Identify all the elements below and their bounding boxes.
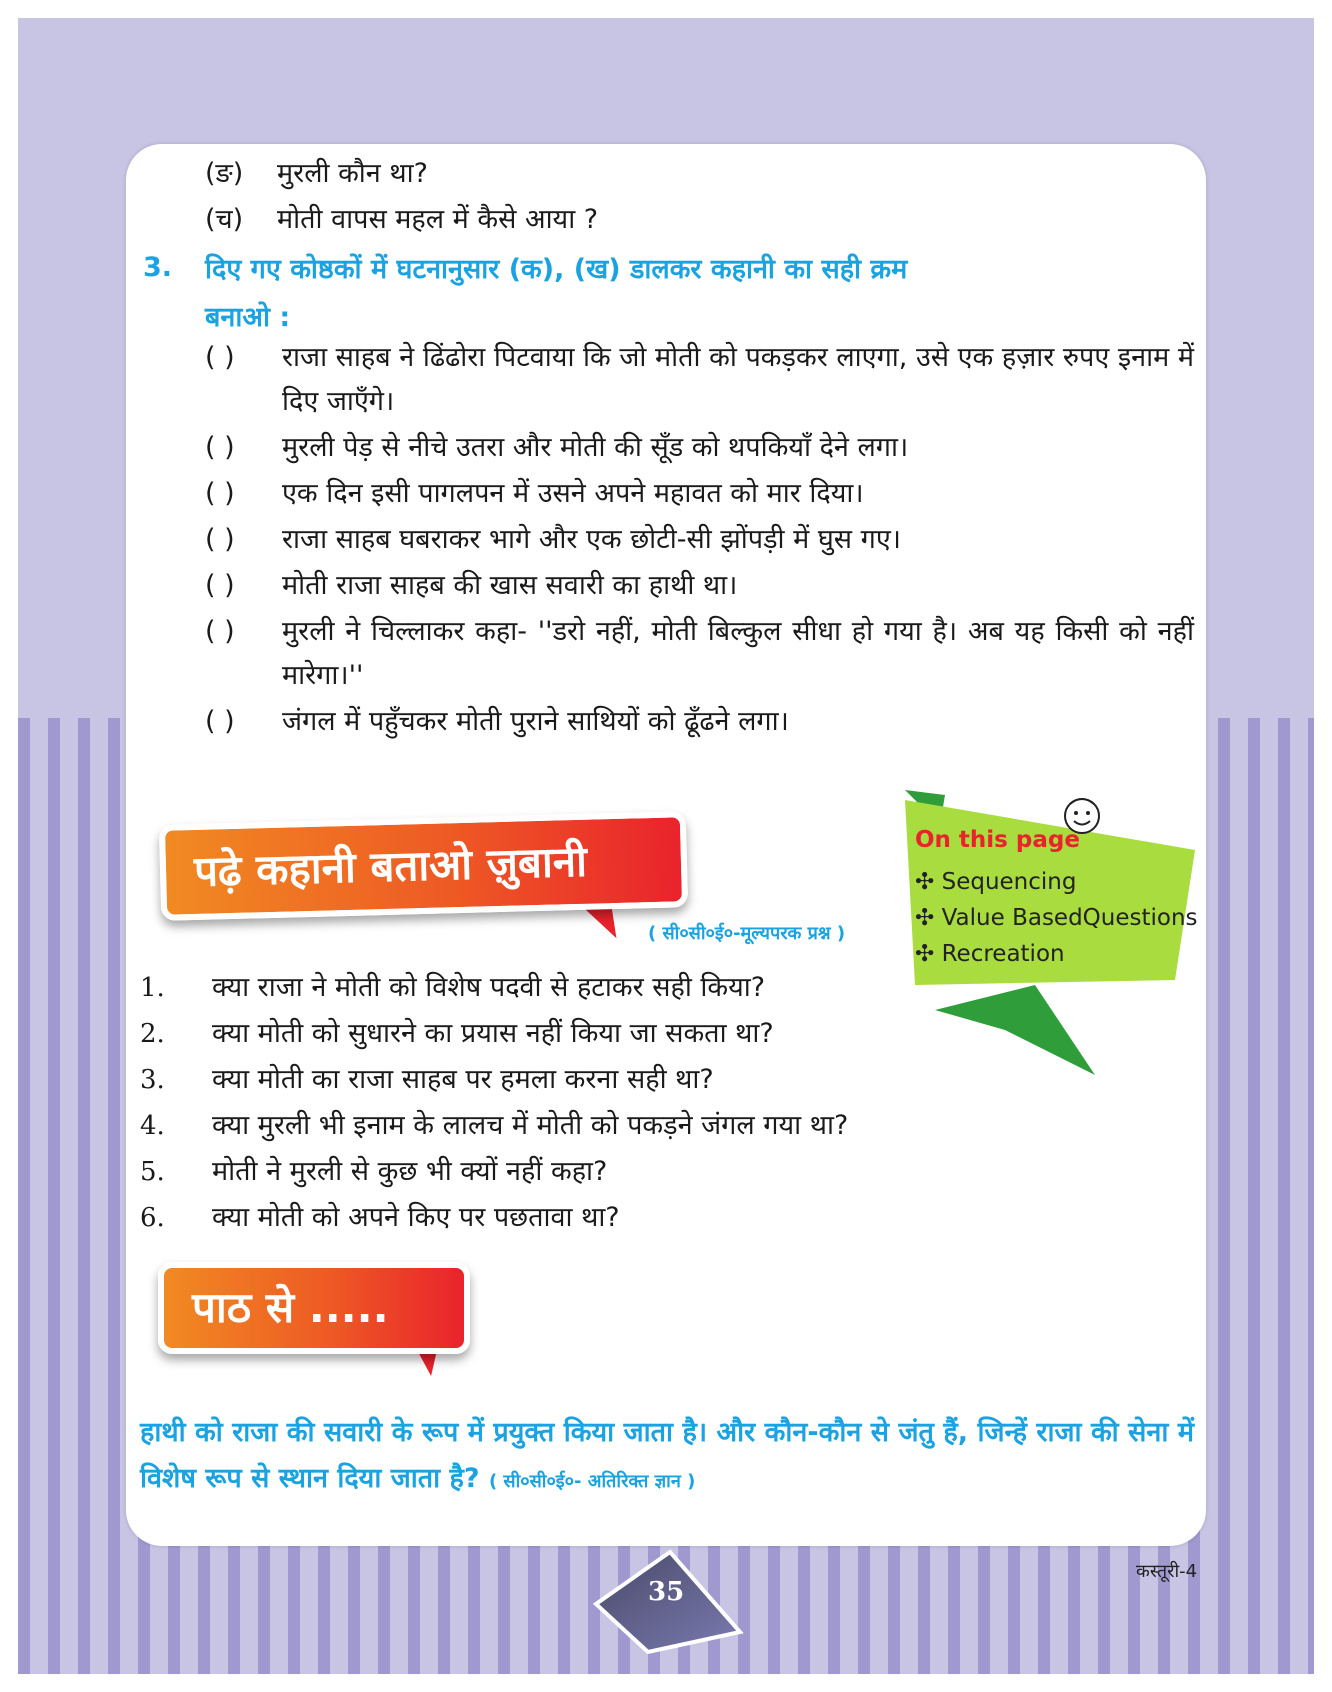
- book-name: कस्तूरी-4: [1136, 1561, 1198, 1582]
- on-this-page-item-label: Value BasedQuestions: [941, 905, 1198, 931]
- question-number: 2.: [140, 1019, 165, 1049]
- question-cha: [205, 200, 598, 240]
- seq-item-1: राजा साहब ने ढिंढोरा पिटवाया कि जो मोती को पकड़कर लाएगा, उसे एक हज़ार रुपए इनाम में दिए जाएँगे।: [282, 342, 1194, 417]
- seq-item-2: मुरली पेड़ से नीचे उतरा और मोती की सूँड को थपकियाँ देने लगा।: [282, 432, 909, 463]
- seq-item-3: एक दिन इसी पागलपन में उसने अपने महावत को मार दिया।: [282, 478, 864, 509]
- seq-box[interactable]: ( ): [205, 432, 235, 463]
- value-question: क्या मोती को सुधारने का प्रयास नहीं किया जा सकता था?: [212, 1018, 774, 1049]
- seq-box[interactable]: ( ): [205, 478, 235, 509]
- banner-title: पढ़े कहानी बताओ ज़ुबानी: [193, 836, 588, 896]
- banner-title: पाठ से .....: [192, 1283, 389, 1332]
- question-mark: (च): [205, 204, 244, 235]
- seq-box[interactable]: ( ): [205, 706, 235, 737]
- question-number: 3.: [140, 1065, 165, 1095]
- question-number: 6.: [140, 1203, 165, 1233]
- q3-heading: [205, 246, 1195, 342]
- cce-tag: ( सी०सी०ई०-मूल्यपरक प्रश्न ): [648, 923, 846, 944]
- seq-item-6: मुरली ने चिल्लाकर कहा- ''डरो नहीं, मोती बिल्कुल सीधा हो गया है। अब यह किसी को नहीं मारेगा।'': [282, 616, 1194, 691]
- on-this-page-item: [915, 862, 1076, 902]
- on-this-page-item: [915, 934, 1065, 974]
- q3-heading-line2: बनाओ :: [205, 302, 291, 333]
- seq-box[interactable]: ( ): [205, 570, 235, 601]
- extra-knowledge-question: [140, 1410, 1194, 1505]
- seq-item-5: मोती राजा साहब की खास सवारी का हाथी था।: [282, 570, 738, 601]
- seq-box[interactable]: ( ): [205, 616, 235, 647]
- q3-number: 3.: [143, 252, 173, 283]
- on-this-page-title: On this page: [915, 827, 1080, 853]
- bullet-icon: ✣: [915, 941, 935, 967]
- value-question: क्या मुरली भी इनाम के लालच में मोती को पकड़ने जंगल गया था?: [212, 1110, 849, 1141]
- on-this-page-item-label: Sequencing: [941, 869, 1077, 895]
- value-question: क्या मोती को अपने किए पर पछतावा था?: [212, 1202, 620, 1233]
- section-banner-value-questions: [159, 811, 688, 921]
- value-question: क्या राजा ने मोती को विशेष पदवी से हटाकर सही किया?: [212, 972, 766, 1003]
- q3-heading-line1: दिए गए कोष्ठकों में घटनानुसार (क), (ख) डालकर कहानी का सही क्रम: [205, 254, 908, 285]
- seq-item-7: जंगल में पहुँचकर मोती पुराने साथियों को ढूँढने लगा।: [282, 706, 789, 737]
- question-text: मोती वापस महल में कैसे आया ?: [277, 204, 599, 235]
- extra-knowledge-text: हाथी को राजा की सवारी के रूप में प्रयुक्त किया जाता है। और कौन-कौन से जंतु हैं, जिन्हें राजा की सेना में विशेष रूप से स्थान दिया जाता है?: [140, 1417, 1194, 1494]
- question-mark: (ङ): [205, 158, 244, 189]
- question-number: 1.: [140, 973, 165, 1003]
- bullet-icon: ✣: [915, 869, 935, 895]
- value-question: क्या मोती का राजा साहब पर हमला करना सही था?: [212, 1064, 714, 1095]
- question-text: मुरली कौन था?: [277, 158, 428, 189]
- on-this-page-item: [915, 898, 1198, 938]
- seq-item-4: राजा साहब घबराकर भागे और एक छोटी-सी झोंपड़ी में घुस गए।: [282, 524, 901, 555]
- question-number: 5.: [140, 1157, 165, 1187]
- cce-extra-tag: ( सी०सी०ई०- अतिरिक्त ज्ञान ): [488, 1471, 696, 1492]
- on-this-page-item-label: Recreation: [941, 941, 1065, 967]
- seq-box[interactable]: ( ): [205, 342, 235, 373]
- bullet-icon: ✣: [915, 905, 935, 931]
- question-nga: [205, 154, 428, 194]
- seq-box[interactable]: ( ): [205, 524, 235, 555]
- value-question: मोती ने मुरली से कुछ भी क्यों नहीं कहा?: [212, 1156, 608, 1187]
- page-number: 35: [648, 1577, 685, 1607]
- question-number: 4.: [140, 1111, 165, 1141]
- section-banner-from-lesson: [158, 1262, 470, 1354]
